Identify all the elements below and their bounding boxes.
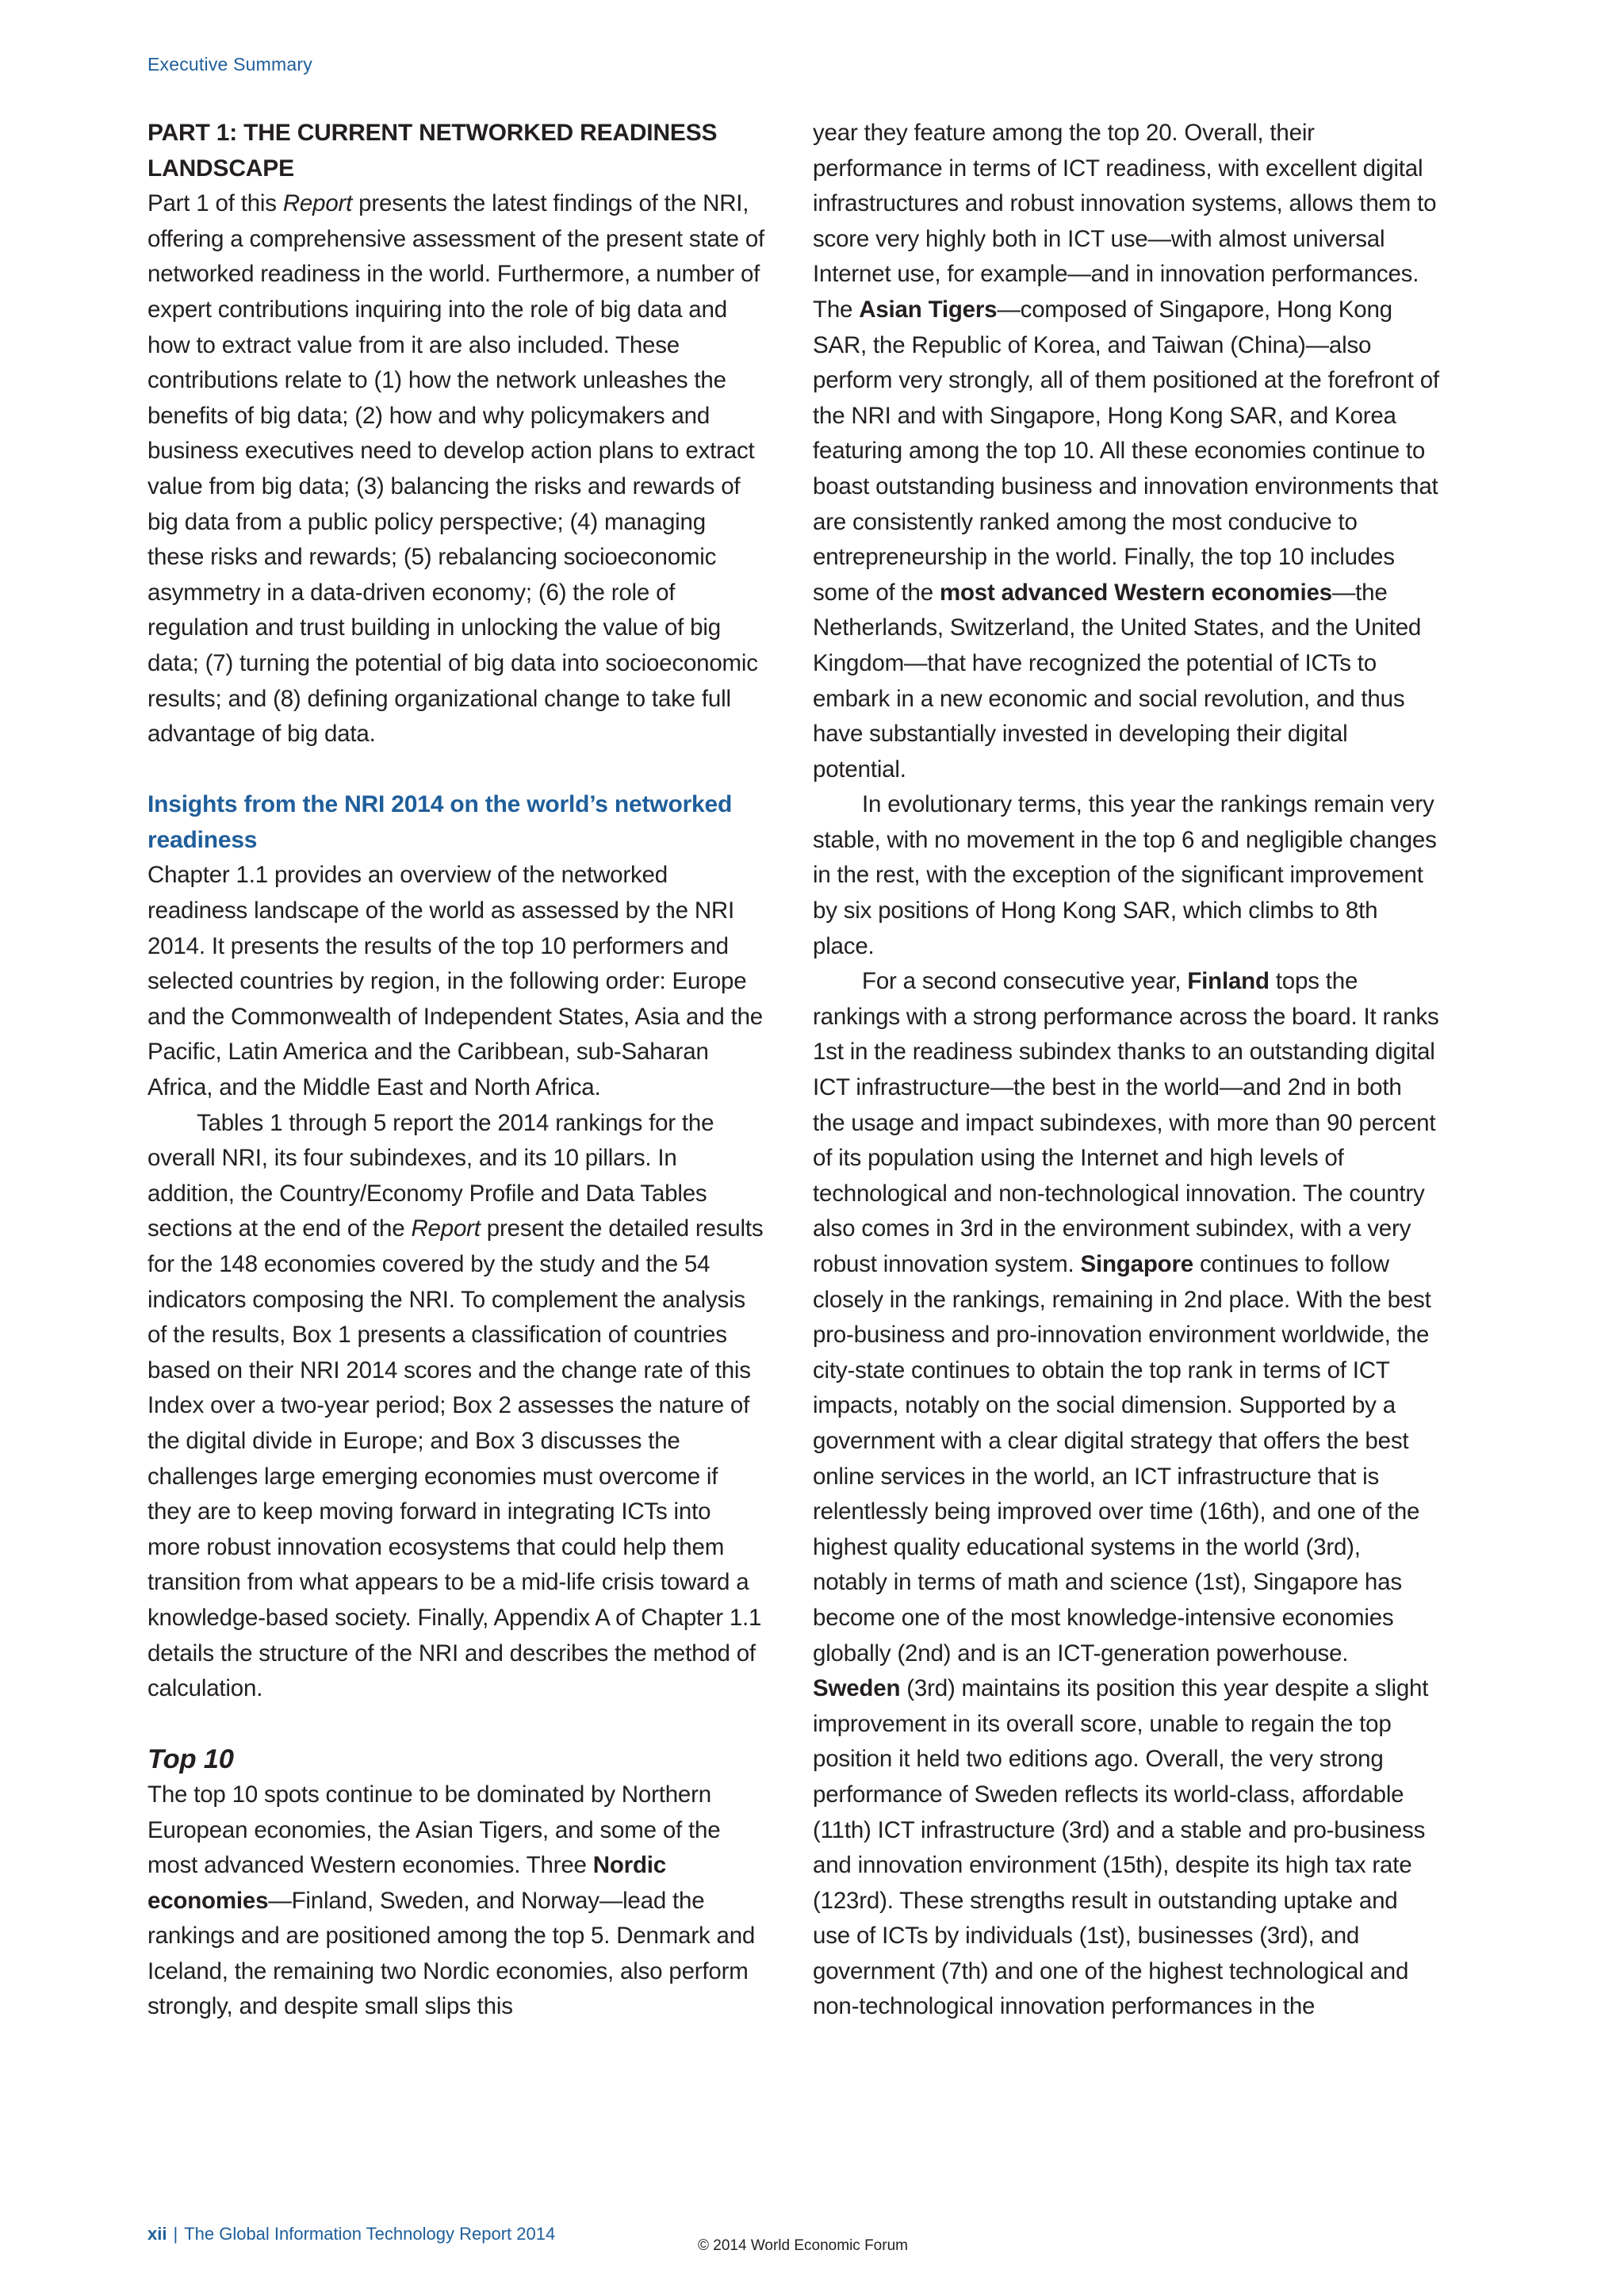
page-footer [147, 2224, 555, 2244]
insights-paragraph-2: Tables 1 through 5 report the 2014 rankings for the overall NRI, its four subindexes, and its 10 pillars. In addition, the Country/Economy Profile and Data Tables sections at the end of the Report present the detailed results for the 148 economies covered by the study and the 54 indicators composing the NRI. To complement the analysis of the results, Box 1 presents a classification of countries based on their NRI 2014 scores and the change rate of this Index over a two-year period; Box 2 assesses the nature of the digital divide in Europe; and Box 3 discusses the challenges large emerging economies must overcome if they are to keep moving forward in integrating ICTs into more robust innovation ecosystems that could help them transition from what appears to be a mid-life crisis toward a knowledge-based society. Finally, Appendix A of Chapter 1.1 details the structure of the NRI and describes the method of calculation. [147, 1109, 764, 1702]
copyright-notice: © 2014 World Economic Forum [698, 2237, 908, 2254]
page-number: xii [147, 2224, 167, 2244]
insights-paragraph-1: Chapter 1.1 provides an overview of the networked readiness landscape of the world as assessed by the NRI 2014. It presents the results of the top 10 performers and selected countries by region, in the following order: Europe and the Commonwealth of Independent States, Asia and the Pacific, Latin America and the Caribbean, sub-Saharan Africa, and the Middle East and North Africa. [147, 862, 764, 1101]
right-paragraph-1: year they feature among the top 20. Overall, their performance in terms of ICT readiness, with excellent digital infrastructures and robust innovation systems, allows them to score very highly both in ICT use—with almost universal Internet use, for example—and in innovation performances. The Asian Tigers—composed of Singapore, Hong Kong SAR, the Republic of Korea, and Taiwan (China)—also perform very strongly, all of them positioned at the forefront of the NRI and with Singapore, Hong Kong SAR, and Korea featuring among the top 10. All these economies continue to boast outstanding business and innovation environments that are consistently ranked among the most conducive to entrepreneurship in the world. Finally, the top 10 includes some of the most advanced Western economies—the Netherlands, Switzerland, the United States, and the United Kingdom—that have recognized the potential of ICTs to embark in a new economic and social revolution, and thus have substantially invested in developing their digital potential. [813, 120, 1439, 783]
running-head: Executive Summary [147, 54, 312, 75]
right-paragraph-2: In evolutionary terms, this year the rankings remain very stable, with no movement in the top 6 and negligible changes in the rest, with the exception of the significant improvement by six positions of Hong Kong SAR, which climbs to 8th place. [813, 791, 1437, 959]
top10-heading: Top 10 [147, 1744, 234, 1775]
right-column [813, 116, 1439, 2025]
left-column [147, 116, 766, 2025]
part-title: PART 1: THE CURRENT NETWORKED READINESS LANDSCAPE [147, 120, 718, 182]
right-paragraph-3: For a second consecutive year, Finland tops the rankings with a strong performance across the board. It ranks 1st in the readiness subindex thanks to an outstanding digital ICT infrastructure—the best in the world—and 2nd in both the usage and impact subindexes, with more than 90 percent of its population using the Internet and high levels of technological and non-technological innovation. The country also comes in 3rd in the environment subindex, with a very robust innovation system. Singapore continues to follow closely in the rankings, remaining in 2nd place. With the best pro-business and pro-innovation environment worldwide, the city-state continues to obtain the top rank in terms of ICT impacts, notably on the social dimension. Supported by a government with a clear digital strategy that offers the best online services in the world, an ICT infrastructure that is relentlessly being improved over time (16th), and one of the highest quality educational systems in the world (3rd), notably in terms of math and science (1st), Singapore has become one of the most knowledge-intensive economies globally (2nd) and is an ICT-generation powerhouse. Sweden (3rd) maintains its position this year despite a slight improvement in its overall score, unable to regain the top position it held two editions ago. Overall, the very strong performance of Sweden reflects its world-class, affordable (11th) ICT infrastructure (3rd) and a stable and pro-business and innovation environment (15th), despite its high tax rate (123rd). These strengths result in outstanding uptake and use of ICTs by individuals (1st), businesses (3rd), and government (7th) and one of the highest technological and non-technological innovation performances in the [813, 968, 1439, 2020]
insights-heading: Insights from the NRI 2014 on the world’s networked readiness [147, 791, 733, 853]
footer-separator: | [173, 2224, 178, 2244]
top10-paragraph: The top 10 spots continue to be dominated by Northern European economies, the Asian Tigers, and some of the most advanced Western economies. Three Nordic economies—Finland, Sweden, and Norway—lead the rankings and are positioned among the top 5. Denmark and Iceland, the remaining two Nordic economies, also perform strongly, and despite small slips this [147, 1781, 756, 2020]
intro-paragraph: Part 1 of this Report presents the latest findings of the NRI, offering a comprehensive assessment of the present state of networked readiness in the world. Furthermore, a number of expert contributions inquiring into the role of big data and how to extract value from it are also included. These contributions relate to (1) how the network unleashes the benefits of big data; (2) how and why policymakers and business executives need to develop action plans to extract value from big data; (3) balancing the risks and rewards of big data from a public policy perspective; (4) managing these risks and rewards; (5) rebalancing socioeconomic asymmetry in a data-driven economy; (6) the role of regulation and trust building in unlocking the value of big data; (7) turning the potential of big data into socioeconomic results; and (8) defining organizational change to take full advantage of big data. [147, 190, 765, 748]
report-title: The Global Information Technology Report 2014 [184, 2224, 556, 2244]
